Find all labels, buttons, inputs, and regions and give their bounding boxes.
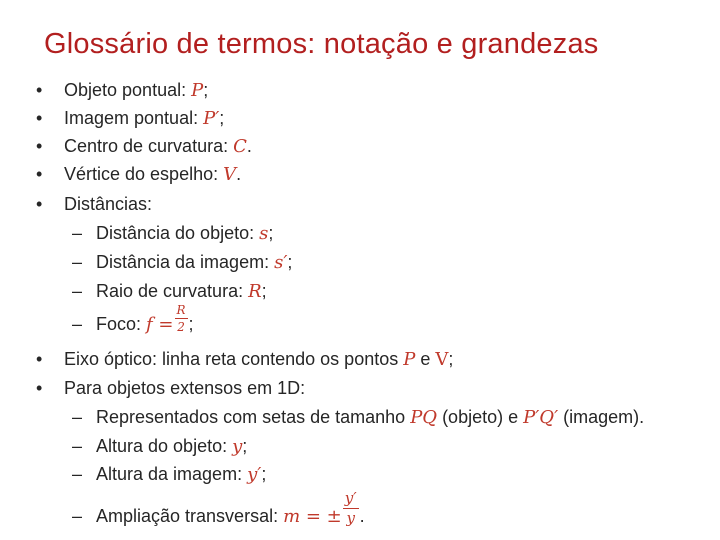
math-symbol: P′: [203, 108, 220, 129]
bullet-marker: •: [36, 349, 43, 369]
item-punct: ;: [242, 436, 248, 456]
item-punct: ;: [203, 80, 209, 100]
dash-marker: –: [72, 223, 83, 243]
item-punct: .: [236, 164, 242, 184]
item-punct: ;: [261, 464, 267, 484]
math-symbol: y: [232, 436, 243, 457]
item-text: e: [415, 349, 436, 369]
item-punct: ;: [219, 108, 225, 128]
fraction-denominator: y: [346, 508, 355, 527]
fraction-numerator: R: [176, 302, 186, 317]
item-label: Distância do objeto:: [96, 223, 260, 243]
item-punct: ;: [261, 281, 267, 301]
math-symbol: PQ: [410, 407, 438, 428]
fraction-denominator: 2: [177, 319, 185, 334]
math-symbol: P: [191, 80, 204, 101]
item-label: Eixo óptico: linha reta contendo os pontos: [64, 349, 404, 369]
item-punct: ;: [287, 252, 293, 272]
item-punct: ;: [188, 314, 194, 334]
item-label: Distância da imagem:: [96, 252, 275, 272]
item-label: Raio de curvatura:: [96, 281, 249, 301]
item-label: Centro de curvatura:: [64, 136, 234, 156]
item-label: Objeto pontual:: [64, 80, 192, 100]
math-symbol: C: [233, 136, 247, 157]
math-symbol: P: [403, 349, 416, 370]
math-symbol: V: [435, 349, 449, 370]
item-label: Foco:: [96, 314, 147, 334]
fraction: [343, 488, 359, 527]
item-label: Para objetos extensos em 1D:: [64, 378, 306, 398]
bullet-marker: •: [36, 194, 43, 214]
math-expression: m = ±: [283, 506, 342, 527]
item-label: Distâncias:: [64, 194, 153, 214]
item-text: (objeto) e: [437, 407, 524, 427]
dash-marker: –: [72, 407, 83, 427]
item-punct: ;: [268, 223, 274, 243]
math-symbol: y′: [247, 464, 262, 485]
math-symbol: P′Q′: [523, 407, 559, 428]
item-punct: .: [359, 506, 365, 526]
dash-marker: –: [72, 252, 83, 272]
item-label: Vértice do espelho:: [64, 164, 224, 184]
item-label: Imagem pontual:: [64, 108, 204, 128]
item-text: (imagem).: [558, 407, 645, 427]
item-label: Altura da imagem:: [96, 464, 248, 484]
bullet-marker: •: [36, 136, 43, 156]
bullet-marker: •: [36, 108, 43, 128]
dash-marker: –: [72, 314, 83, 334]
math-expression: f =: [146, 314, 174, 335]
math-symbol: R: [248, 281, 262, 302]
bullet-marker: •: [36, 378, 43, 398]
page-title: Glossário de termos: notação e grandezas: [44, 28, 599, 60]
bullet-marker: •: [36, 164, 43, 184]
bullet-marker: •: [36, 80, 43, 100]
item-label: Representados com setas de tamanho: [96, 407, 411, 427]
item-label: Altura do objeto:: [96, 436, 233, 456]
math-symbol: s: [259, 223, 269, 244]
math-symbol: s′: [274, 252, 288, 273]
fraction-numerator: y′: [344, 488, 357, 507]
item-punct: .: [246, 136, 252, 156]
item-label: Ampliação transversal:: [96, 506, 284, 526]
dash-marker: –: [72, 436, 83, 456]
fraction: [175, 304, 188, 333]
item-punct: ;: [448, 349, 454, 369]
dash-marker: –: [72, 464, 83, 484]
math-symbol: V: [223, 164, 237, 185]
dash-marker: –: [72, 281, 83, 301]
dash-marker: –: [72, 506, 83, 526]
